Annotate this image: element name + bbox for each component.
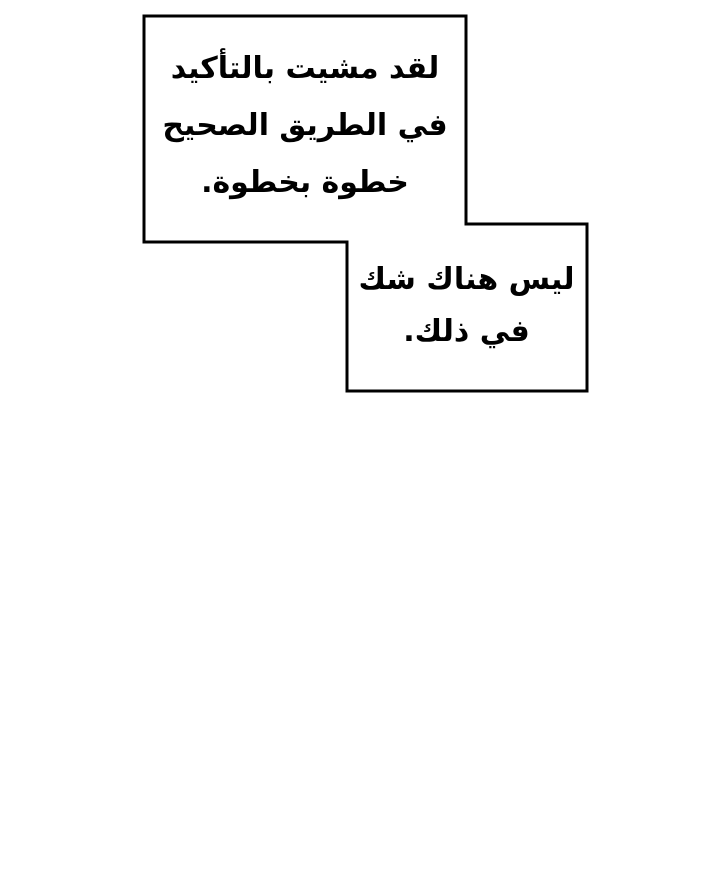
- bubble-1-line-2: في الطريق الصحيح: [162, 108, 448, 143]
- bubble-1-line-3: خطوة بخطوة.: [201, 165, 409, 200]
- bubble-2-line-1: ليس هناك شك: [358, 262, 575, 297]
- bubble-1-line-1: لقد مشيت بالتأكيد: [170, 51, 440, 86]
- speech-bubble-1: [145, 16, 465, 211]
- bubble-2-line-2: في ذلك.: [403, 314, 530, 349]
- speech-bubble-2: [347, 224, 586, 358]
